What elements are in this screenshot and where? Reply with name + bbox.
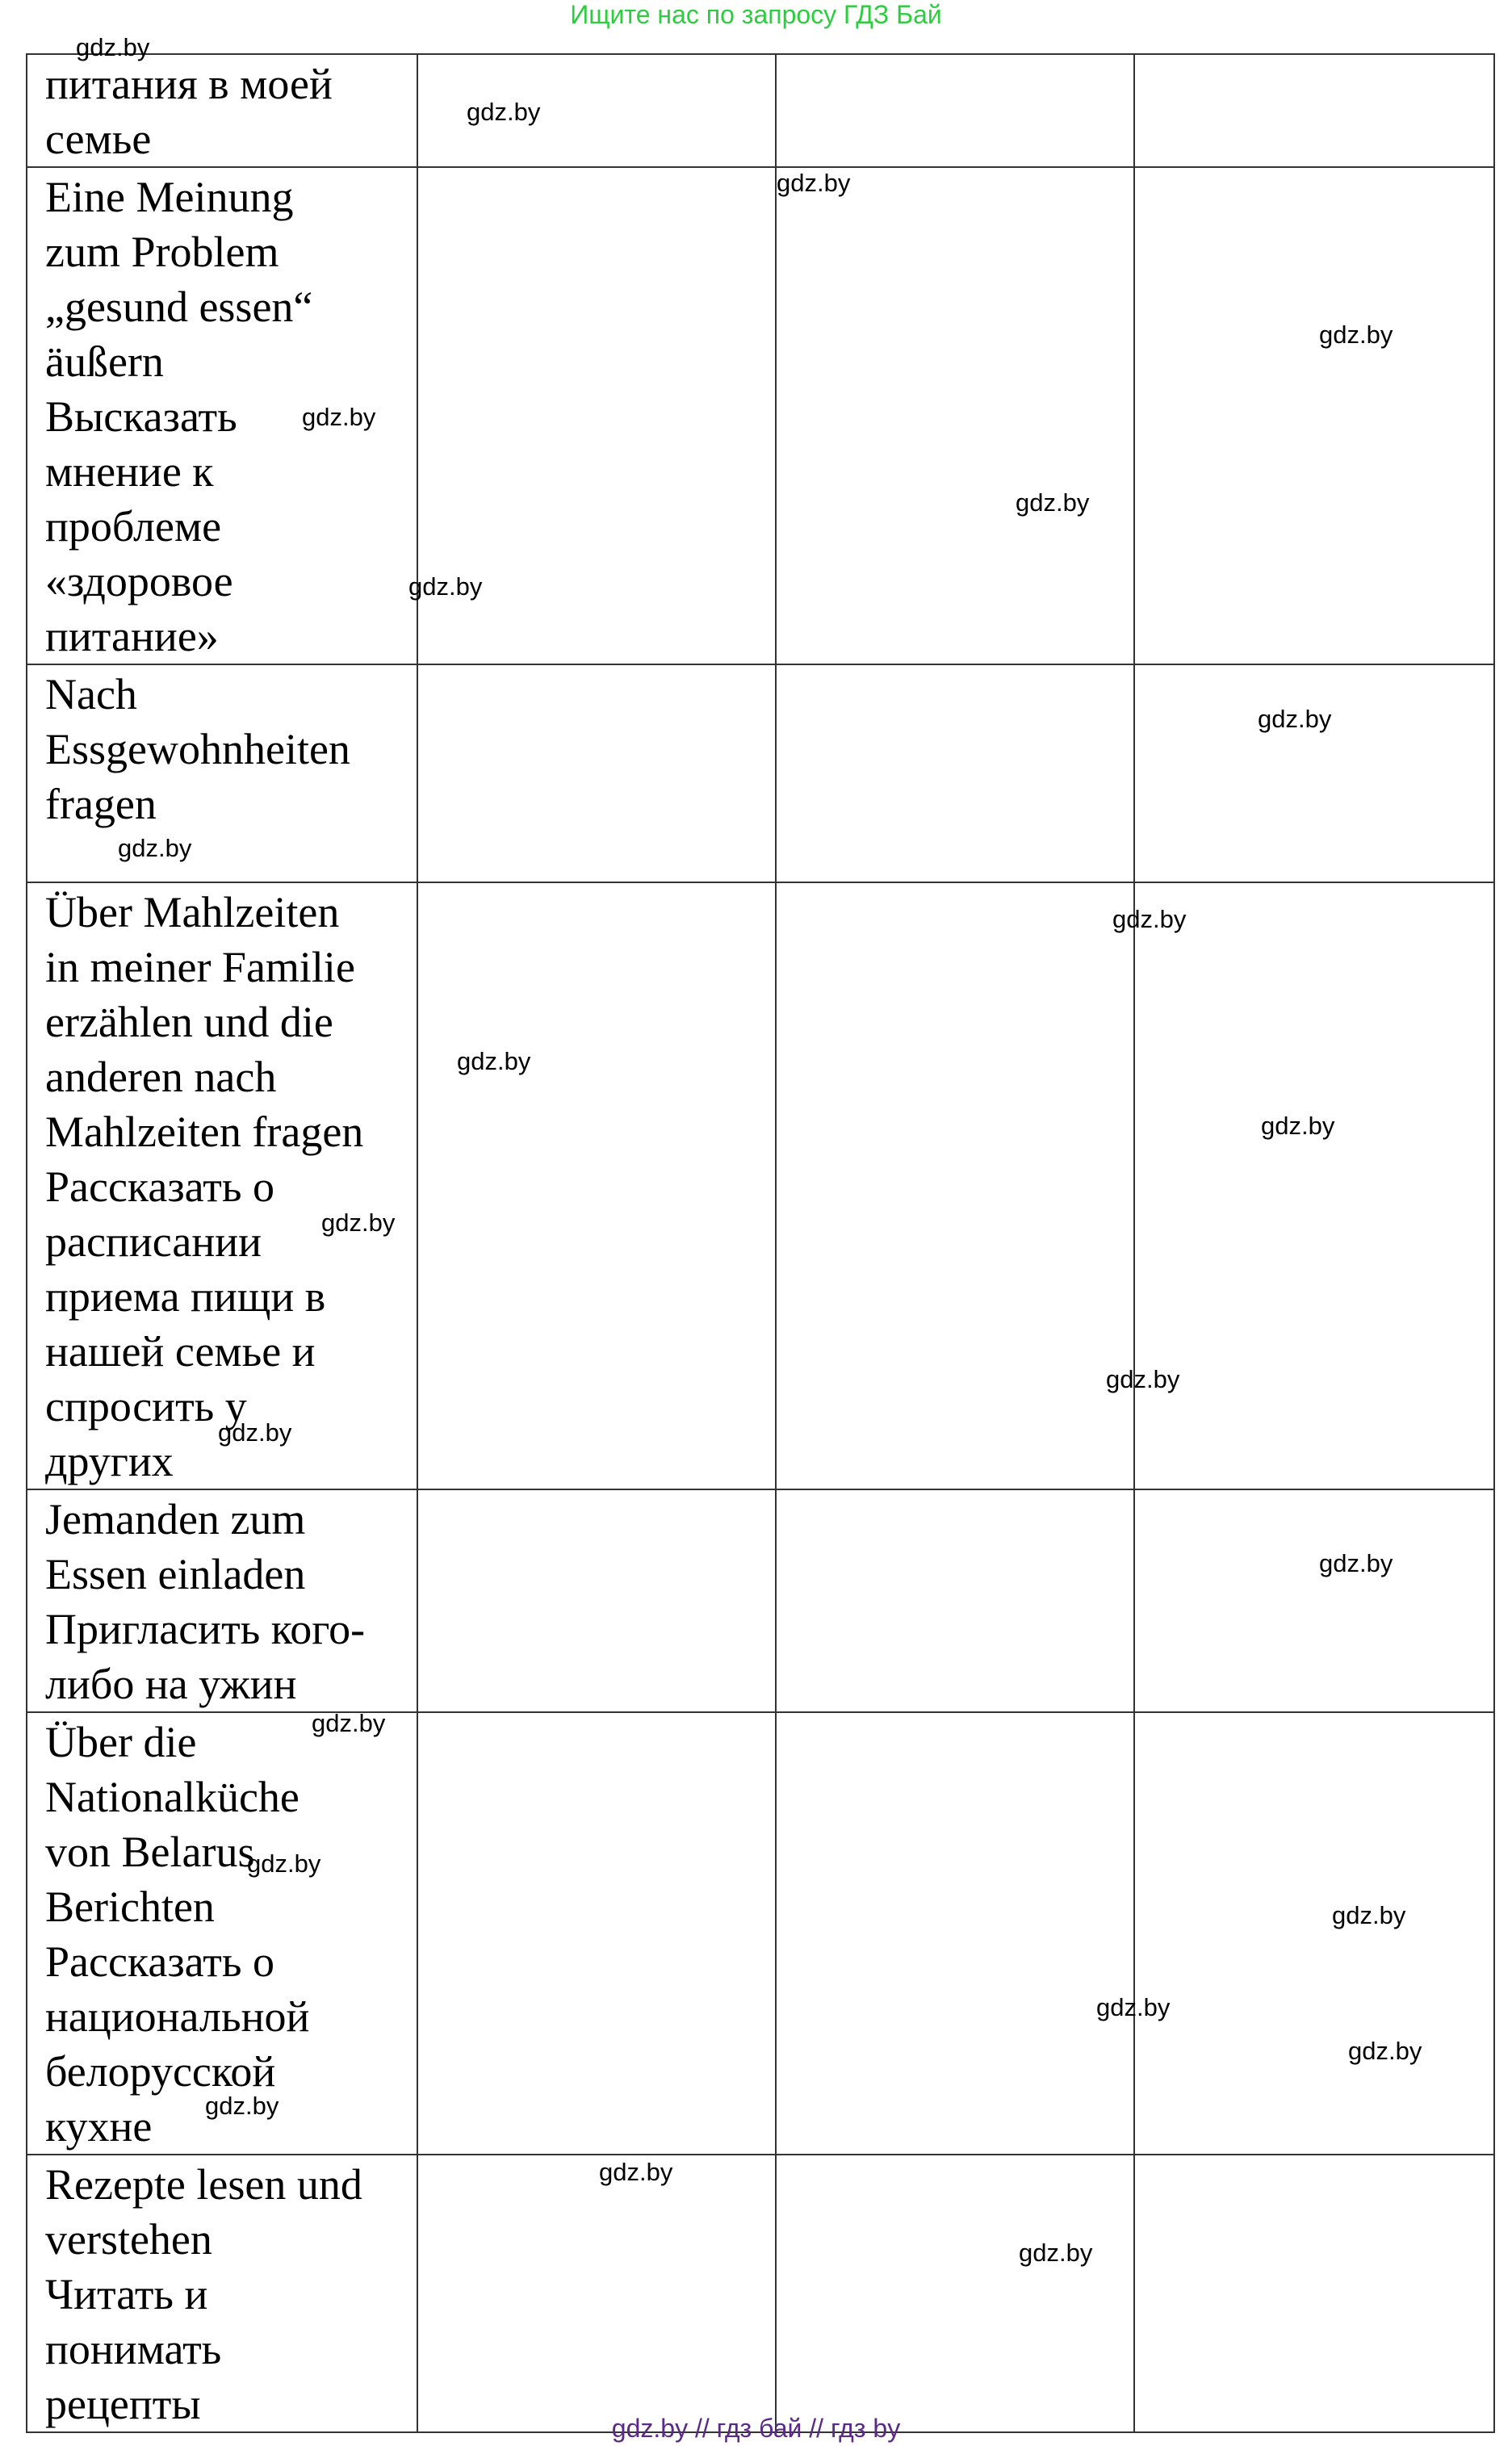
- watermark: gdz.by: [1106, 1365, 1180, 1393]
- watermark: gdz.by: [1261, 1112, 1335, 1140]
- row-label: Über Mahlzeiten in meiner Familie erzählen und die anderen nach Mahlzeiten fragen Рассказать о расписании приема пищи в нашей семье и спросить у других: [45, 888, 364, 1485]
- empty-cell: [776, 54, 1134, 167]
- watermark: gdz.by: [1319, 1549, 1393, 1577]
- watermark: gdz.by: [1096, 1993, 1171, 2021]
- row-label: питания в моей семье: [45, 60, 333, 163]
- watermark: gdz.by: [218, 1418, 292, 1447]
- header-banner[interactable]: Ищите нас по запросу ГДЗ Бай: [570, 0, 942, 29]
- row-label-cell: [27, 1709, 417, 2155]
- row-label: Jemanden zum Essen einladen Пригласить кого- либо на ужин: [45, 1495, 366, 1708]
- empty-cell: [776, 882, 1134, 1489]
- row-label-cell: [27, 54, 417, 167]
- empty-cell: [776, 167, 1134, 664]
- watermark: gdz.by: [1332, 1901, 1406, 1929]
- empty-cell: [776, 1489, 1134, 1712]
- watermark: gdz.by: [599, 2158, 673, 2186]
- empty-cell: [417, 2155, 776, 2432]
- watermark: gdz.by: [1258, 705, 1332, 733]
- row-label: Nach Essgewohnheiten fragen: [45, 670, 350, 828]
- empty-cell: [1134, 1489, 1494, 1712]
- table-row: [27, 882, 1494, 1489]
- table-row: [27, 1489, 1494, 1712]
- empty-cell: [1134, 1712, 1494, 2155]
- table-row: [27, 2155, 1494, 2432]
- watermark: gdz.by: [777, 169, 851, 197]
- watermark: gdz.by: [1319, 320, 1393, 349]
- watermark: gdz.by: [321, 1208, 396, 1237]
- footer-links[interactable]: gdz.by // гдз бай // гдз by: [611, 2414, 901, 2443]
- skills-table: [26, 53, 1495, 2433]
- watermark: gdz.by: [1348, 2037, 1422, 2065]
- watermark: gdz.by: [118, 834, 192, 862]
- watermark: gdz.by: [467, 98, 541, 126]
- empty-cell: [417, 882, 776, 1489]
- empty-cell: [776, 664, 1134, 882]
- row-label: Eine Meinung zum Problem „gesund essen“ äußern Высказать мнение к проблеме «здоровое питание»: [45, 173, 313, 660]
- watermark: gdz.by: [205, 2092, 279, 2120]
- watermark: gdz.by: [76, 33, 150, 61]
- empty-cell: [1134, 664, 1494, 882]
- empty-cell: [1134, 167, 1494, 664]
- empty-cell: [417, 1489, 776, 1712]
- watermark: gdz.by: [457, 1047, 531, 1075]
- table-row: [27, 664, 1494, 882]
- watermark: gdz.by: [312, 1709, 386, 1737]
- table-row: [27, 54, 1494, 167]
- table-row: [27, 167, 1494, 664]
- watermark: gdz.by: [247, 1849, 321, 1878]
- watermark: gdz.by: [1016, 488, 1090, 517]
- empty-cell: [776, 2155, 1134, 2432]
- row-label-cell: [27, 2155, 417, 2432]
- watermark: gdz.by: [302, 403, 376, 431]
- empty-cell: [417, 1712, 776, 2155]
- empty-cell: [776, 1712, 1134, 2155]
- row-label: Über die Nationalküche von Belarus Berichten Рассказать о национальной белорусской кухне: [45, 1718, 310, 2151]
- table-row: [27, 1712, 1494, 2155]
- empty-cell: [1134, 54, 1494, 167]
- row-label: Rezepte lesen und verstehen Читать и понимать рецепты: [45, 2160, 362, 2428]
- empty-cell: [1134, 882, 1494, 1489]
- watermark: gdz.by: [408, 572, 483, 601]
- row-label-cell: [27, 882, 417, 1489]
- empty-cell: [1134, 2155, 1494, 2432]
- row-label-cell: [27, 664, 417, 882]
- watermark: gdz.by: [1019, 2239, 1093, 2267]
- empty-cell: [417, 664, 776, 882]
- watermark: gdz.by: [1112, 905, 1187, 933]
- row-label-cell: [27, 1489, 417, 1712]
